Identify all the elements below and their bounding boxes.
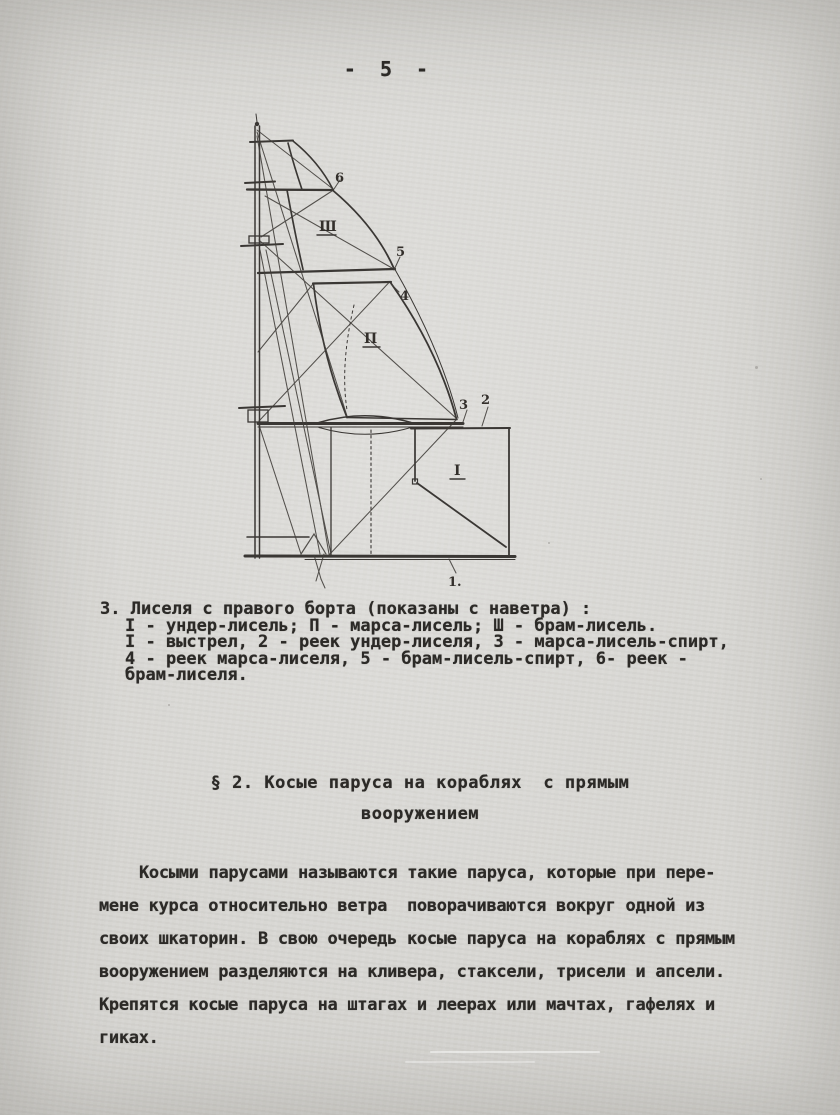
paper-speck	[755, 366, 758, 369]
section-heading-line-1: § 2. Косые паруса на кораблях с прямым	[210, 773, 630, 793]
page-number: - 5 -	[343, 57, 435, 81]
mast	[239, 114, 285, 558]
paragraph-line-1: Косыми парусами называются такие паруса, которые при пере-	[139, 863, 716, 883]
section-heading-line-2: вооружением	[360, 804, 480, 824]
paragraph-line-5: Крепятся косые паруса на штагах и леерах или мачтах, гафелях и	[99, 995, 715, 1015]
body-paragraph	[99, 857, 779, 1055]
scan-streak	[430, 1051, 600, 1053]
callout-5: 5	[396, 245, 406, 260]
paragraph-line-3: своих шкаторин. В свою очередь косые паруса на кораблях с прямым	[99, 929, 735, 949]
caption-line-2: I - ундер-лисель; П - марса-лисель; Ш - брам-лисель.	[125, 615, 658, 636]
caption-line-1: 3. Лиселя с правого борта (показаны с наветра) :	[100, 599, 592, 619]
section-heading	[0, 768, 840, 830]
sail-label-under-lisel: I	[454, 463, 461, 479]
caption-line-5: брам-лиселя.	[125, 665, 248, 685]
callout-2: 2	[481, 393, 491, 408]
paper-speck	[760, 478, 762, 480]
paper-speck	[548, 542, 550, 544]
figure-caption	[100, 601, 729, 684]
callout-pointers	[334, 180, 491, 573]
paragraph-line-4: вооружением разделяются на кливера, стаксели, трисели и апсели.	[99, 962, 725, 982]
caption-line-3: I - выстрел, 2 - реек ундер-лиселя, 3 - марса-лисель-спирт,	[125, 632, 729, 652]
callout-4: 4	[400, 289, 410, 304]
callout-6: 6	[335, 171, 345, 186]
masthead-truck	[255, 122, 259, 126]
sail-label-bram-lisel: Ш	[319, 219, 337, 235]
scan-streak	[405, 1061, 535, 1063]
sail-label-marsa-lisel: П	[364, 331, 378, 347]
callout-1: 1.	[448, 575, 462, 590]
paragraph-line-6: гиках.	[99, 1028, 159, 1048]
paper-speck	[168, 704, 170, 706]
caption-line-4: 4 - реек марса-лиселя, 5 - брам-лисель-спирт, 6- реек -	[125, 648, 688, 669]
sail-rigging-diagram	[225, 110, 535, 600]
sail-bram-lisel	[287, 141, 394, 270]
sail-marsa-lisel	[314, 270, 459, 420]
rigging-lines	[257, 130, 456, 588]
callout-3: 3	[459, 398, 469, 413]
paragraph-line-2: мене курса относительно ветра поворачиваются вокруг одной из	[99, 896, 706, 916]
